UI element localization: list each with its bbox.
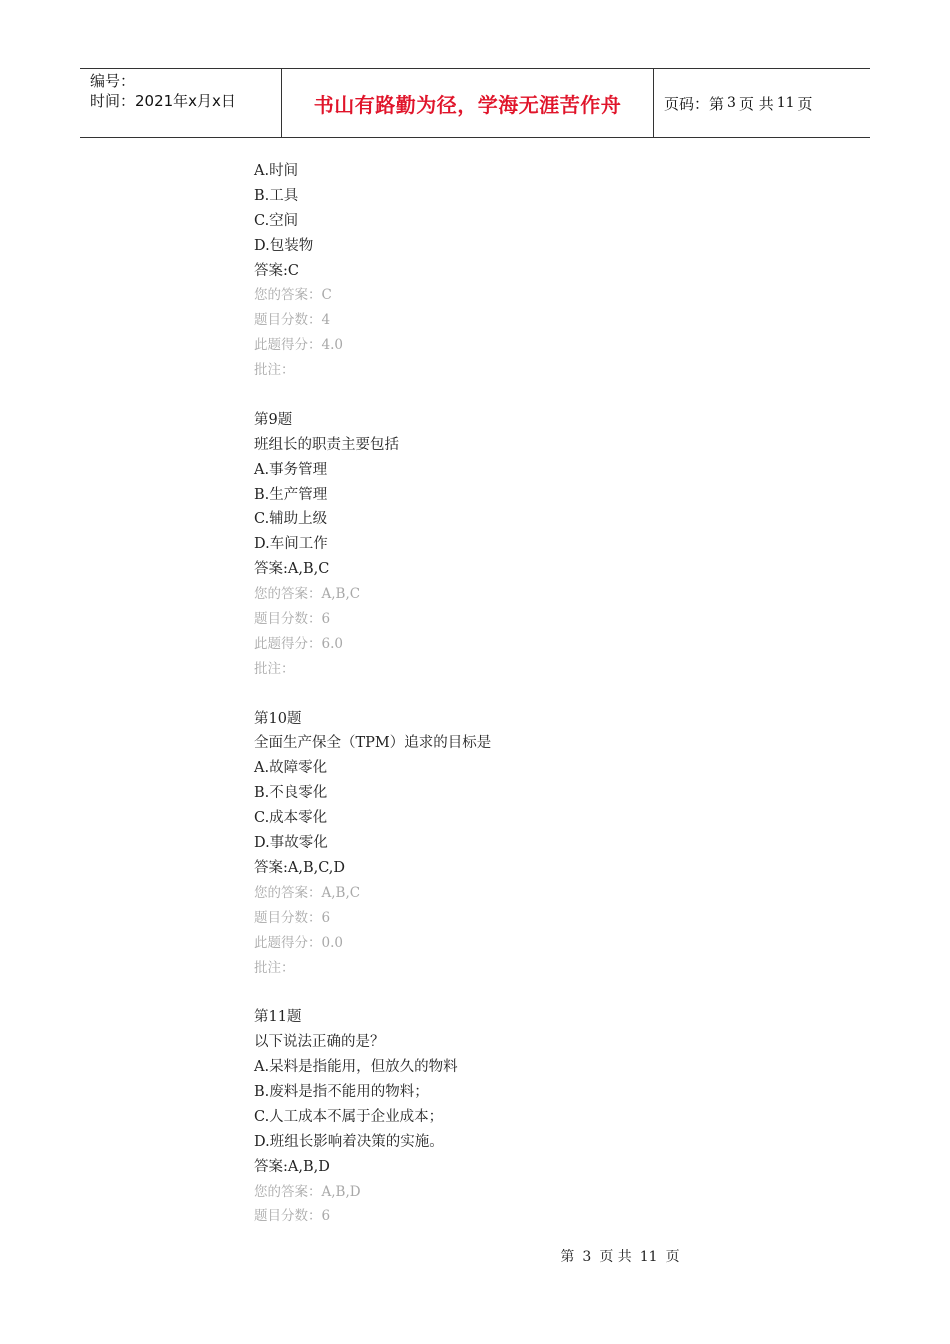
option-a: A.事务管理 [254, 461, 328, 478]
your-answer: 您的答案：A,B,D [254, 1183, 361, 1200]
question-text: 以下说法正确的是？ [254, 1034, 385, 1051]
question-9 [254, 408, 814, 682]
quiz-content [254, 159, 814, 1229]
page-number: 3 [727, 95, 736, 111]
option-a: A.呆料是指能用，但放久的物料 [254, 1059, 458, 1076]
page-header [80, 68, 870, 138]
question-score: 题目分数：6 [254, 611, 331, 628]
footer-mid: 页 共 [599, 1249, 632, 1265]
page-footer [0, 1246, 950, 1266]
spacer [254, 383, 814, 408]
option-b: B.废料是指不能用的物料； [254, 1083, 429, 1100]
footer-suffix: 页 [665, 1249, 680, 1265]
your-answer: 您的答案：C [254, 287, 332, 304]
option-b: B.不良零化 [254, 785, 328, 802]
spacer [254, 682, 814, 707]
earned-score: 此题得分：0.0 [254, 934, 343, 951]
option-d: D.车间工作 [254, 536, 328, 553]
spacer [254, 980, 814, 1005]
header-page-info [654, 69, 870, 137]
header-motto: 书山有路勤为径，学海无涯苦作舟 [282, 69, 654, 137]
earned-score: 此题得分：4.0 [254, 337, 343, 354]
page-total: 11 [776, 95, 795, 111]
page-suffix: 页 [797, 94, 813, 113]
option-a: A.故障零化 [254, 760, 328, 777]
your-answer: 您的答案：A,B,C [254, 586, 361, 603]
option-b: B.生产管理 [254, 486, 328, 503]
remark: 批注： [254, 959, 295, 976]
option-c: C.空间 [254, 212, 299, 229]
remark: 批注： [254, 660, 295, 677]
option-d: D.班组长影响着决策的实施。 [254, 1133, 444, 1150]
question-number: 第11题 [254, 1009, 302, 1026]
page-mid: 页 共 [738, 94, 774, 113]
option-c: C.成本零化 [254, 810, 328, 827]
footer-prefix: 第 [560, 1249, 575, 1265]
date-label: 时间：2021年x月x日 [90, 92, 236, 110]
correct-answer: 答案:A,B,C [254, 561, 330, 578]
footer-page: 3 [582, 1249, 592, 1265]
question-score: 题目分数：6 [254, 909, 331, 926]
question-8 [254, 159, 814, 383]
correct-answer: 答案:A,B,D [254, 1158, 330, 1175]
question-10 [254, 707, 814, 981]
question-score: 题目分数：6 [254, 1208, 331, 1225]
header-meta [80, 69, 282, 137]
question-number: 第10题 [254, 710, 302, 727]
question-number: 第9题 [254, 411, 293, 428]
option-d: D.包装物 [254, 237, 314, 254]
footer-total: 11 [639, 1249, 658, 1265]
page-prefix: 页码：第 [664, 94, 725, 113]
remark: 批注： [254, 362, 295, 379]
option-d: D.事故零化 [254, 835, 328, 852]
option-a: A.时间 [254, 163, 299, 179]
option-c: C.人工成本不属于企业成本； [254, 1108, 444, 1125]
question-text: 全面生产保全（TPM）追求的目标是 [254, 735, 492, 752]
question-11 [254, 1005, 814, 1229]
correct-answer: 答案:C [254, 262, 299, 279]
question-text: 班组长的职责主要包括 [254, 436, 399, 453]
option-b: B.工具 [254, 187, 299, 204]
option-c: C.辅助上级 [254, 511, 328, 528]
your-answer: 您的答案：A,B,C [254, 884, 361, 901]
correct-answer: 答案:A,B,C,D [254, 859, 346, 876]
number-label: 编号： [90, 72, 136, 90]
question-score: 题目分数：4 [254, 312, 331, 329]
earned-score: 此题得分：6.0 [254, 635, 343, 652]
